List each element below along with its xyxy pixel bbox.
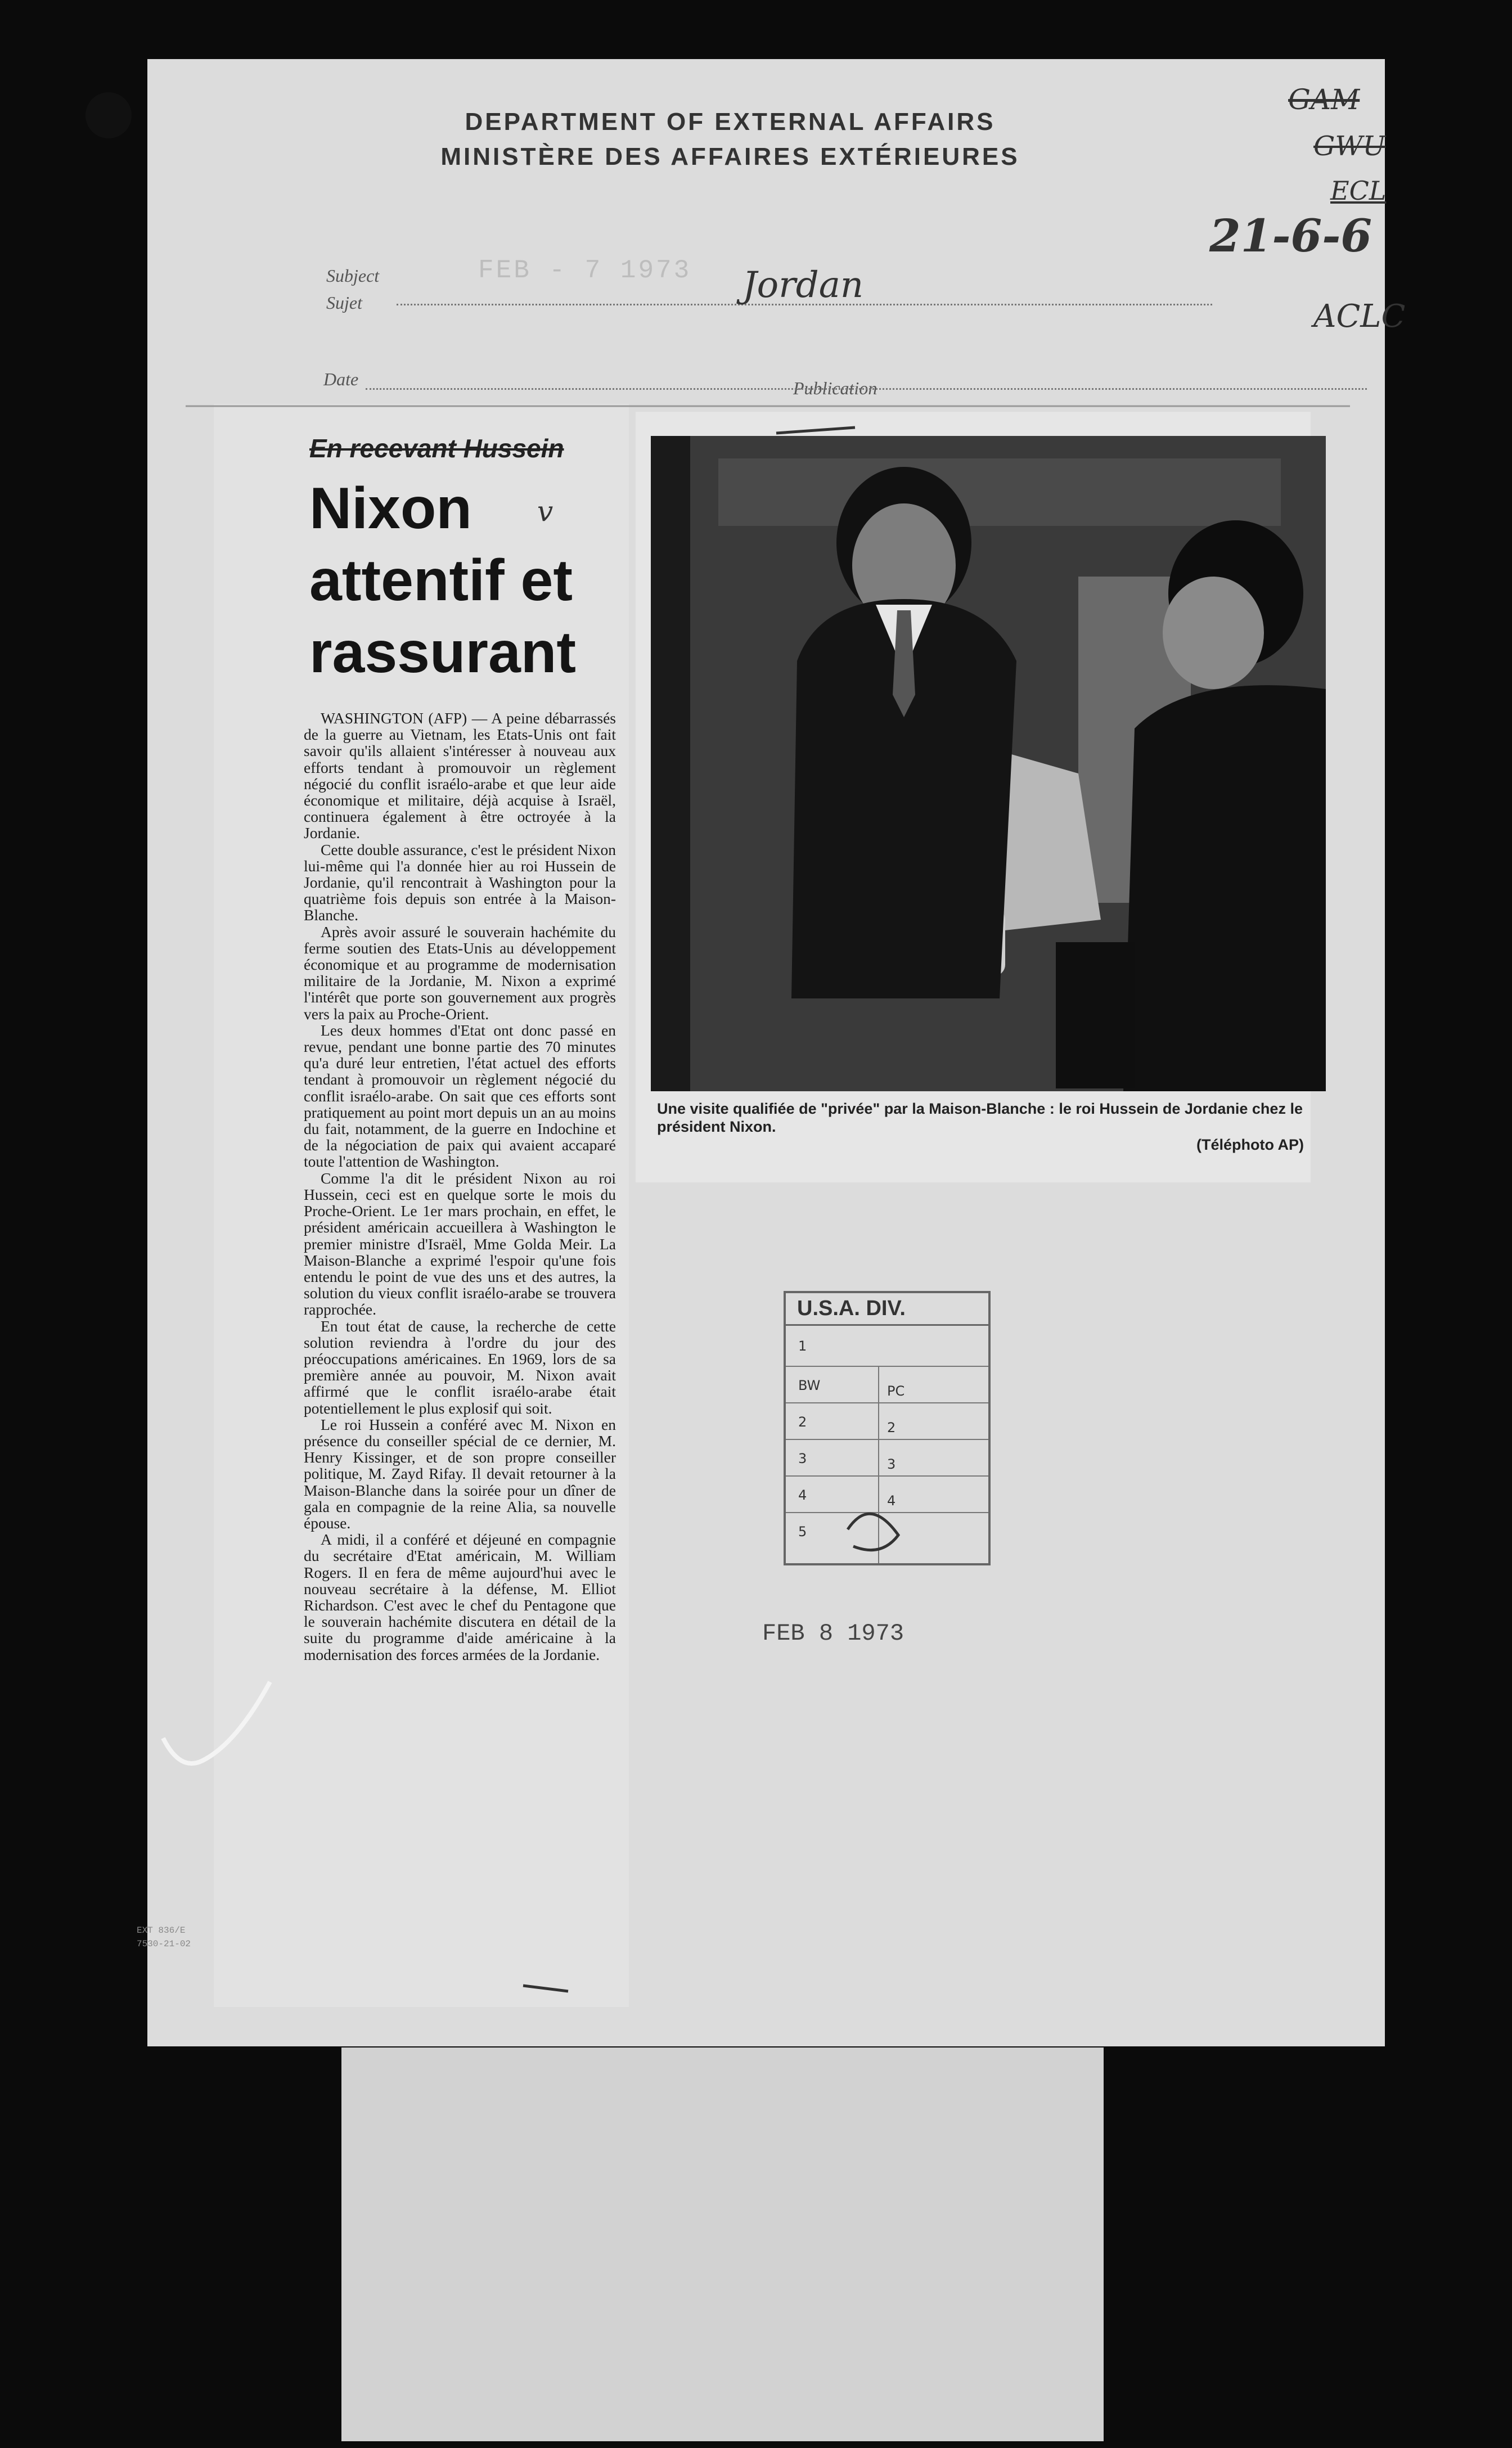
letterhead-english: DEPARTMENT OF EXTERNAL AFFAIRS [465, 108, 996, 136]
punch-hole [86, 92, 132, 138]
file-number: 21-6-6 [1209, 209, 1372, 262]
received-stamp: FEB - 7 1973 [478, 256, 692, 285]
article-kicker: En recevant Hussein [309, 434, 564, 463]
routing-ecl: ECL [1330, 176, 1387, 206]
stamp-cell: 3 [798, 1451, 807, 1466]
stamp-cell: 4 [887, 1493, 896, 1509]
stamp-cell: 4 [798, 1487, 807, 1503]
initials: ACLC [1313, 298, 1406, 335]
headline-line-3: rassurant [309, 620, 576, 685]
photo-caption-block [657, 1100, 1304, 1154]
date-stamp: FEB 8 1973 [762, 1620, 904, 1647]
form-number [137, 1924, 191, 1951]
form-number-line: EXT 836/E [137, 1925, 186, 1936]
article-paragraph: WASHINGTON (AFP) — A peine débarrassés de la guerre au Vietnam, les Etats-Unis ont fait savoir qu'ils allaient s'intéresser à nouveau aux efforts tendant à promouvoir un règlement négocié du conflit israélo-arabe et que leur aide économique et militaire, déjà acquise à Israël, continuera également à être octroyée à la Jordanie. [304, 709, 616, 842]
date-label: Date [323, 369, 359, 389]
article-paragraph: Les deux hommes d'Etat ont donc passé en revue, pendant une bonne partie des 70 minutes qu'a duré leur entretien, l'état actuel des efforts tendant à promouvoir un règlement négocié du conflit israélo-arabe. On sait que ces efforts sont pratiquement au point mort depuis un an au moins du fait, notamment, de la guerre en Indochine et de la négociation de paix qui avaient accaparé toute l'attention de Washington. [304, 1021, 616, 1171]
envelope-below-page [341, 2048, 1104, 2441]
check-mark: v [537, 495, 554, 528]
stamp-cell: 3 [887, 1456, 896, 1472]
article-paragraph: Cette double assurance, c'est le président Nixon lui-même qui l'a donnée hier au roi Hussein de Jordanie, qu'il rencontrait à Washington pour la quatrième fois depuis son entrée à la Maison-Blanche. [304, 840, 616, 924]
photo-caption: Une visite qualifiée de "privée" par la Maison-Blanche : le roi Hussein de Jordanie chez le président Nixon. [657, 1100, 1303, 1135]
stamp-col-pc: PC [887, 1383, 905, 1399]
stamp-grid [786, 1293, 988, 1563]
headline-line-2: attentif et [309, 548, 573, 613]
photo-illustration [651, 436, 1326, 1091]
letterhead-french: MINISTÈRE DES AFFAIRES EXTÉRIEURES [440, 143, 1020, 170]
stamp-title: U.S.A. DIV. [786, 1293, 988, 1326]
photo-credit: (Téléphoto AP) [1196, 1136, 1304, 1153]
article-paragraph: Après avoir assuré le souverain hachémite du ferme soutien des Etats-Unis au développement économique et au programme de modernisation militaire de la Jordanie, M. Nixon a exprimé l'intérêt que porte son gouvernement aux progrès vers la paix au Proche-Orient. [304, 922, 616, 1023]
routing-gam: GAM [1288, 83, 1360, 116]
publication-label: Publication [793, 378, 878, 398]
stamp-cell: 2 [887, 1420, 896, 1436]
sujet-label: Sujet [326, 292, 362, 313]
article-paragraph: Comme l'a dit le président Nixon au roi Hussein, ceci est en quelque sorte le mois du Proche-Orient. Le 1er mars prochain, en effet, le président américain accueillera à Washington le premier ministre d'Israël, Mme Golda Meir. La Maison-Blanche a exprimé l'espoir qu'une fois entendu le point de vue des uns et des autres, la solution du vieux conflit israélo-arabe se trouvera rapprochée. [304, 1169, 616, 1318]
stamp-row-1: 1 [798, 1338, 807, 1354]
routing-gwu: GWU [1313, 130, 1386, 162]
headline-line-1: Nixon [309, 476, 472, 541]
distribution-stamp [784, 1291, 991, 1565]
subject-handwritten: Jordan [742, 264, 864, 306]
stamp-cell: 5 [798, 1524, 807, 1540]
stamp-cell: 2 [798, 1414, 807, 1430]
date-line [366, 388, 1367, 390]
article-paragraph: A midi, il a conféré et déjeuné en compagnie du secrétaire d'Etat américain, M. William Rogers. Il en fera de même aujourd'hui avec le nouveau secrétaire à la défense, M. Elliot Richardson. C'est avec le chef du Pentagone que le souverain hachémite discutera en détail de la suite du programme d'aide américaine à la modernisation des forces armées de la Jordanie. [304, 1531, 616, 1663]
stamp-col-bw: BW [798, 1378, 821, 1393]
form-number-line: 7530-21-02 [137, 1939, 191, 1949]
article-paragraph: En tout état de cause, la recherche de cette solution reviendra à l'ordre du jour des préoccupations américaines. En 1969, lors de sa première année au pouvoir, M. Nixon avait affirmé que le conflit israélo-arabe était potentiellement le plus explosif qui soit. [304, 1317, 616, 1417]
article-body [304, 710, 616, 1663]
press-photo [651, 436, 1326, 1091]
article-paragraph: Le roi Hussein a conféré avec M. Nixon en présence du conseiller spécial de ce dernier, M. Henry Kissinger, et de son propre conseiller politique, M. Zayd Rifay. Il devait retourner à la Maison-Blanche dans la soirée pour un dîner de gala en compagnie de la reine Alia, sa nouvelle épouse. [304, 1415, 616, 1532]
article-headline [309, 472, 624, 688]
subject-label: Subject [326, 266, 380, 286]
